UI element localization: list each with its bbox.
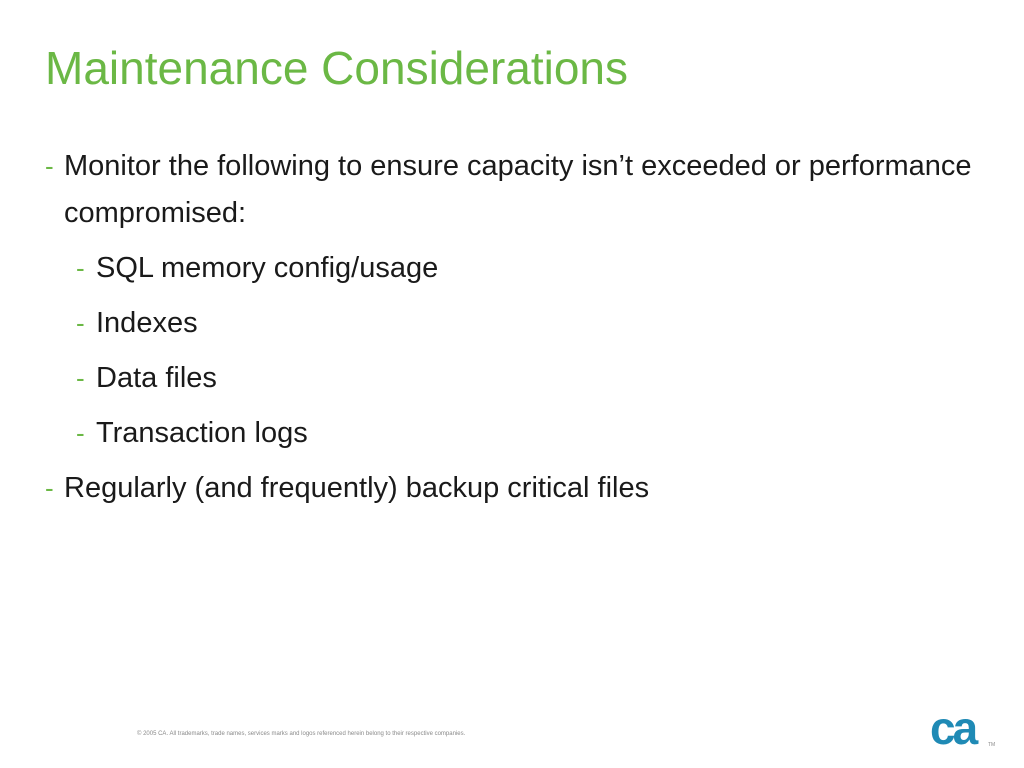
- ca-logo-tm: TM: [988, 742, 996, 748]
- bullet-dash: -: [76, 253, 85, 283]
- bullet-text: Transaction logs: [96, 417, 308, 449]
- sub-bullet-item: [45, 300, 985, 347]
- bullet-dash: -: [76, 363, 85, 393]
- bullet-dash: -: [45, 473, 54, 503]
- sub-bullet-item: [45, 355, 985, 402]
- bullet-text: Data files: [96, 362, 217, 394]
- sub-bullet-item: [45, 245, 985, 292]
- bullet-dash: -: [76, 418, 85, 448]
- bullet-text: Indexes: [96, 307, 198, 339]
- sub-bullet-item: [45, 410, 985, 457]
- bullet-item: [45, 143, 985, 237]
- bullet-dash: -: [45, 151, 54, 181]
- bullet-list: [45, 143, 985, 512]
- bullet-item: [45, 465, 985, 512]
- bullet-text: Regularly (and frequently) backup critical files: [64, 472, 650, 504]
- bullet-dash: -: [76, 308, 85, 338]
- ca-logo-icon: [930, 706, 1000, 750]
- ca-logo-text: ca: [930, 706, 976, 750]
- copyright-notice: © 2005 CA. All trademarks, trade names, services marks and logos referenced herein belong to their respective companies.: [137, 731, 466, 737]
- slide-title: Maintenance Considerations: [45, 42, 629, 94]
- bullet-text: SQL memory config/usage: [96, 252, 439, 284]
- bullet-text: Monitor the following to ensure capacity isn’t exceeded or performance compromised:: [64, 150, 972, 229]
